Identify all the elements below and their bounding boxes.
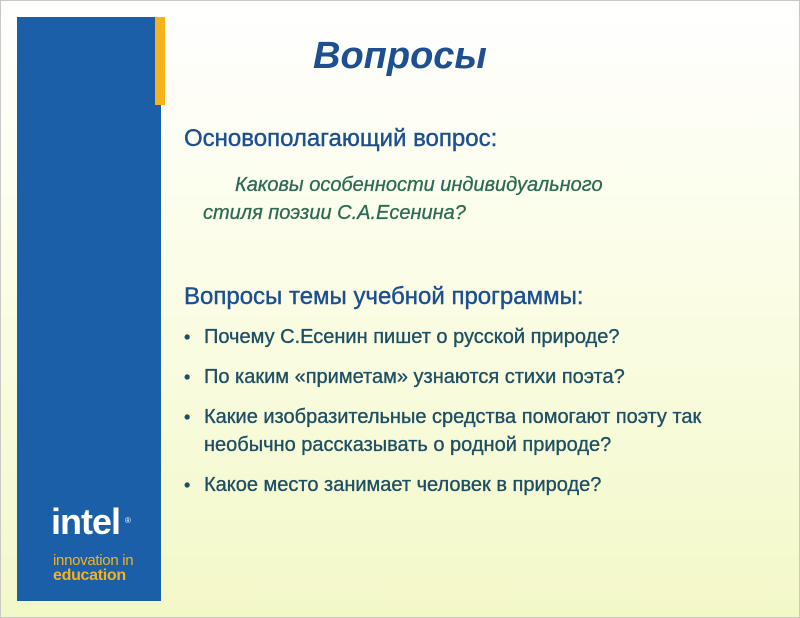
essential-question-heading: Основополагающий вопрос: <box>184 125 498 152</box>
essential-question-line2: стиля поэзии С.А.Есенина? <box>203 202 466 224</box>
list-item <box>184 323 764 351</box>
accent-bar <box>155 17 165 105</box>
essential-question <box>203 171 723 227</box>
bullet-icon: • <box>184 327 191 347</box>
question-text: Почему С.Есенин пишет о русской природе? <box>204 326 620 348</box>
list-item <box>184 403 764 459</box>
unit-questions-list <box>184 323 764 511</box>
registered-mark: ® <box>125 516 131 525</box>
question-text: По каким «приметам» узнаются стихи поэта? <box>204 366 625 388</box>
logo-tagline-line2: education <box>53 567 126 584</box>
intel-logo-wordmark: intel <box>51 501 121 542</box>
bullet-icon: • <box>184 475 191 495</box>
question-text: Какое место занимает человек в природе? <box>204 474 602 496</box>
slide-title: Вопросы <box>313 35 487 77</box>
list-item <box>184 363 764 391</box>
bullet-icon: • <box>184 407 191 427</box>
essential-question-line1: Каковы особенности индивидуального <box>235 174 603 196</box>
list-item <box>184 471 764 499</box>
bullet-icon: • <box>184 367 191 387</box>
question-text: Какие изобразительные средства помогают поэту так необычно рассказывать о родной природе? <box>204 406 702 456</box>
logo-tagline-line1: innovation in <box>53 552 134 569</box>
unit-questions-heading: Вопросы темы учебной программы: <box>184 283 584 310</box>
